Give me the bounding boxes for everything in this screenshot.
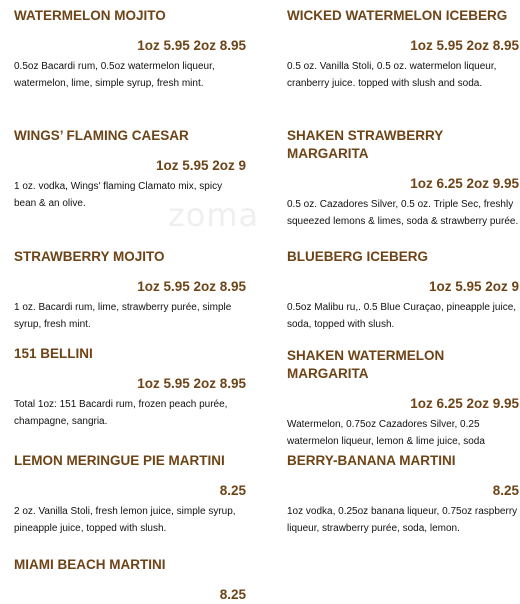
item-price: 1oz 6.25 2oz 9.95 (410, 396, 519, 411)
item-price: 1oz 5.95 2oz 8.95 (137, 376, 246, 391)
menu-item (14, 556, 246, 604)
item-description: 1 oz. Bacardi rum, lime, strawberry purée, simple syrup, fresh mint. (14, 302, 232, 330)
item-name: STRAWBERRY MOJITO (14, 249, 165, 264)
item-description: Watermelon, 0.75oz Cazadores Silver, 0.25 watermelon liqueur, lemon & lime juice, soda (287, 419, 485, 447)
item-name: MIAMI BEACH MARTINI (14, 557, 166, 572)
item-price: 8.25 (492, 483, 519, 498)
item-name: LEMON MERINGUE PIE MARTINI (14, 453, 225, 468)
item-description: Total 1oz: 151 Bacardi rum, frozen peach purée, champagne, sangria. (14, 399, 228, 427)
item-price: 8.25 (219, 483, 246, 498)
item-description: 0.5 oz. Cazadores Silver, 0.5 oz. Triple Sec, freshly squeezed lemons & limes, soda & strawberry purée. (287, 199, 519, 227)
item-description: 0.5oz Malibu ru,. 0.5 Blue Curaçao, pineapple juice, soda, topped with slush. (287, 302, 517, 330)
item-price: 1oz 5.95 2oz 8.95 (410, 38, 519, 53)
menu-item (287, 7, 519, 92)
item-description: 2 oz. Vanilla Stoli, fresh lemon juice, simple syrup, pineapple juice, topped with slush. (14, 506, 236, 534)
item-name: SHAKEN STRAWBERRY MARGARITA (287, 128, 444, 161)
item-price: 8.25 (219, 587, 246, 602)
item-price: 1oz 5.95 2oz 8.95 (137, 38, 246, 53)
menu-item (287, 127, 519, 230)
menu-item (14, 7, 246, 92)
menu-item (14, 345, 246, 430)
item-name: BERRY-BANANA MARTINI (287, 453, 456, 468)
item-description: 1oz vodka, 0.25oz banana liqueur, 0.75oz raspberry liqueur, strawberry purée, soda, lemon. (287, 506, 518, 534)
item-name: SHAKEN WATERMELON MARGARITA (287, 348, 445, 381)
watermark-text: zoma (168, 196, 260, 234)
item-description: 1 oz. vodka, Wings' flaming Clamato mix, spicy bean & an olive. (14, 181, 223, 209)
menu-item (14, 127, 246, 212)
menu-item (14, 452, 246, 537)
item-name: BLUEBERG ICEBERG (287, 249, 429, 264)
menu-item (287, 347, 519, 450)
item-price: 1oz 6.25 2oz 9.95 (410, 176, 519, 191)
menu-item (287, 452, 519, 537)
item-description: 0.5oz Bacardi rum, 0.5oz watermelon liqueur, watermelon, lime, simple syrup, fresh mint. (14, 61, 215, 89)
item-price: 1oz 5.95 2oz 8.95 (137, 279, 246, 294)
item-name: 151 BELLINI (14, 346, 93, 361)
item-description: 0.5 oz. Vanilla Stoli, 0.5 oz. watermelon liqueur, cranberry juice. topped with slush and soda. (287, 61, 497, 89)
item-name: WATERMELON MOJITO (14, 8, 166, 23)
item-name: WICKED WATERMELON ICEBERG (287, 8, 508, 23)
menu-item (14, 248, 246, 333)
item-price: 1oz 5.95 2oz 9 (155, 158, 246, 173)
item-name: WINGS’ FLAMING CAESAR (14, 128, 189, 143)
menu-item (287, 248, 519, 333)
item-price: 1oz 5.95 2oz 9 (428, 279, 519, 294)
